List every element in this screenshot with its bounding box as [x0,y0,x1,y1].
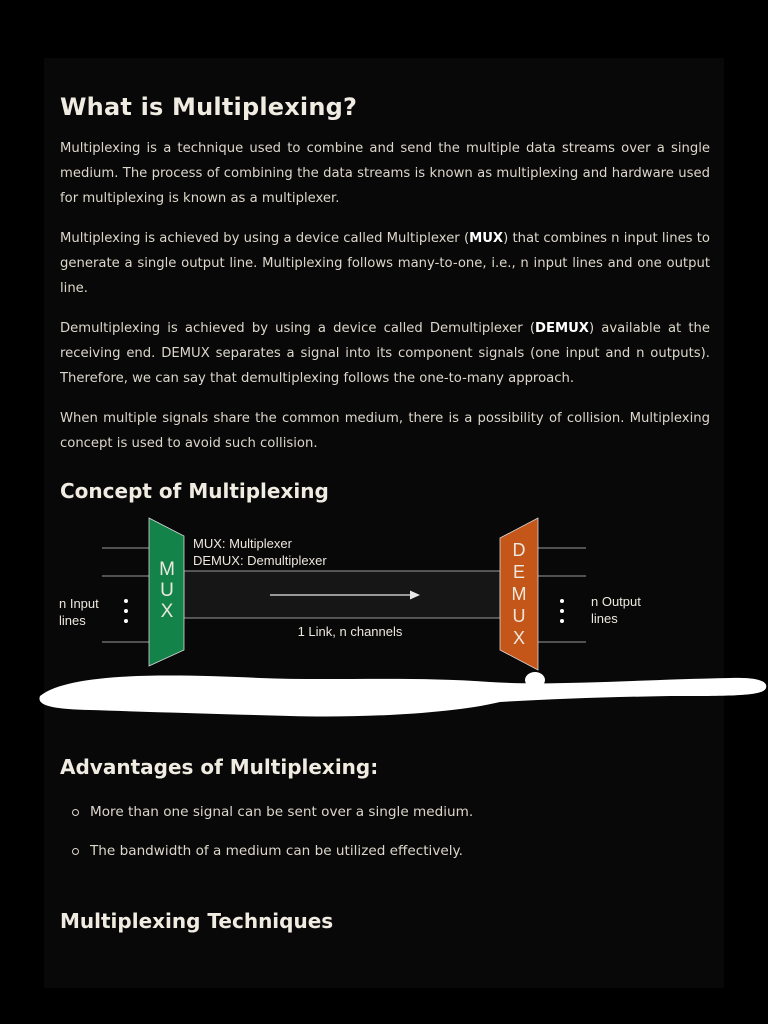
paragraph-collision: When multiple signals share the common medium, there is a possibility of collision. Multiplexing concept is used to avoid such collision. [60,411,710,451]
input-label-line1: n Input [59,596,99,611]
paragraph-mux [60,226,710,301]
demux-letter-u: U [512,606,526,626]
paragraph-demux [60,316,710,391]
link-label: 1 Link, n channels [297,624,403,639]
mux-letter-m: M [159,559,175,580]
mux-abbreviation: MUX [469,231,504,246]
paragraph-demux-text-2: ) available at the receiving end. DEMUX separates a signal into its component signals (one input and n outputs). Therefore, we can say that demultiplexing follows the one-to-many approach. [60,321,710,386]
bullet-circle-icon [72,809,79,816]
advantage-text: The bandwidth of a medium can be utilized effectively. [90,843,463,859]
input-label-line2: lines [59,613,86,628]
list-item [60,798,710,837]
output-label-line2: lines [591,611,618,626]
legend-demux: DEMUX: Demultiplexer [193,553,327,568]
demux-letter-d: D [512,540,526,560]
list-item [60,837,710,876]
techniques-heading: Multiplexing Techniques [60,909,334,933]
bullet-circle-icon [72,848,79,855]
demux-letter-e: E [512,562,526,582]
paragraph-mux-text-2: ) that combines n input lines to generate a single output line. Multiplexing follows many-to-one, i.e., n input lines and one output line. [60,231,711,296]
output-label-line1: n Output [591,594,641,609]
redaction-scribble [30,666,768,728]
page-title: What is Multiplexing? [60,93,358,121]
demux-letter-x: X [512,628,526,648]
output-ellipsis-dots [560,599,564,623]
advantage-text: More than one signal can be sent over a single medium. [90,804,474,820]
paragraph-intro: Multiplexing is a technique used to combine and send the multiple data streams over a single medium. The process of combining the data streams is known as multiplexing and hardware used for multiplexing is known as a multiplexer. [60,141,710,206]
advantages-list [60,798,710,876]
mux-letter-x: X [160,601,174,622]
input-ellipsis-dots [124,599,128,623]
paragraph-demux-text-1: Demultiplexing is achieved by using a device called Demultiplexer ( [60,321,536,336]
demux-abbreviation: DEMUX [535,321,589,336]
paragraph-mux-text-1: Multiplexing is achieved by using a device called Multiplexer ( [60,231,470,246]
demux-letter-m: M [511,584,527,604]
advantages-heading: Advantages of Multiplexing: [60,755,379,779]
multiplexing-diagram [56,512,756,672]
mux-letter-u: U [160,580,174,601]
concept-heading: Concept of Multiplexing [60,479,329,503]
legend-mux: MUX: Multiplexer [193,536,292,551]
